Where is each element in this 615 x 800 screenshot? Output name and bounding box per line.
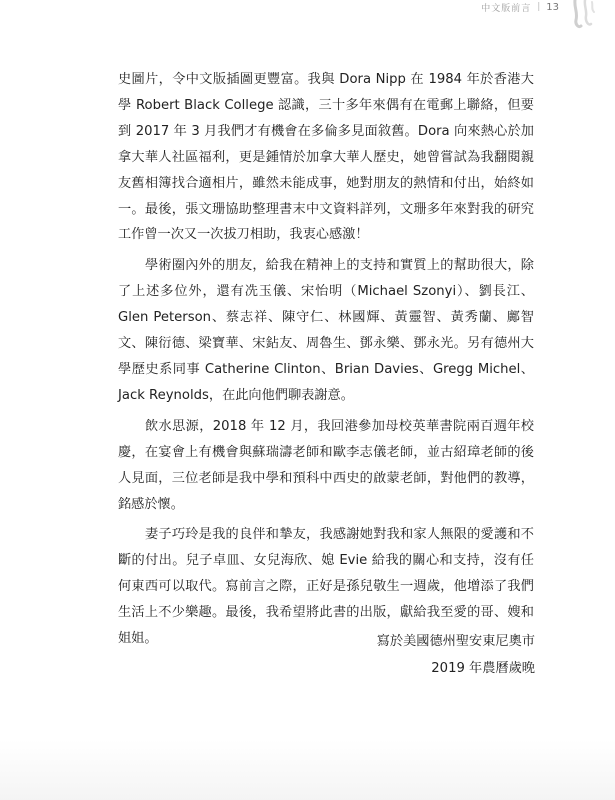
page-bottom-shade [0, 740, 615, 800]
signature-block [377, 628, 535, 682]
running-header [481, 0, 559, 14]
page-number: 13 [546, 1, 559, 13]
header-separator: | [537, 2, 541, 12]
decorative-brush-mark-icon [569, 0, 601, 34]
paragraph-2: 學術圈內外的朋友，給我在精神上的支持和實質上的幫助很大，除了上述多位外，還有冼玉儀、宋怡明（Michael Szonyi）、劉長江、Glen Peterson、蔡志祥、陳守仁、林國輝、黃靈智、黃秀蘭、鄺智文、陳衍德、梁寶華、宋鉆友、周魯生、鄧永樂、鄧永光。另有德州大學歷史系同事 Catherine Clinton、Brian Davies、Gregg Michel、Jack Reynolds，在此向他們聊表謝意。 [118, 258, 534, 403]
signature-place: 寫於美國德州聖安東尼奧市 [376, 634, 535, 649]
signature-date: 2019 年農曆歲晚 [431, 661, 535, 676]
paragraph-3: 飲水思源，2018 年 12 月，我回港參加母校英華書院兩百週年校慶，在宴會上有機會與蘇瑞濤老師和歐李志儀老師，並古紹璋老師的後人見面，三位老師是我中學和預科中西史的啟蒙老師，對他們的教導，銘感於懷。 [118, 418, 534, 512]
paragraph-1: 史圖片，令中文版插圖更豐富。我與 Dora Nipp 在 1984 年於香港大學 Robert Black College 認識，三十多年來偶有在電郵上聯絡，但要到 2017 年 3 月我們才有機會在多倫多見面敘舊。Dora 向來熱心於加拿大華人社區福利，更是鍾情於加拿大華人歷史，她曾嘗試為我翻閱親友舊相簿找合適相片，雖然未能成事，她對朋友的熱情和付出，始終如一。最後，張文珊協助整理書末中文資料詳列，文珊多年來對我的研究工作曾一次又一次拔刀相助，我衷心感激！ [118, 72, 534, 243]
running-header-title: 中文版前言 [481, 3, 532, 14]
paragraph-4: 妻子巧玲是我的良伴和摯友，我感謝她對我和家人無限的愛護和不斷的付出。兒子卓皿、女兒海欣、媳 Evie 給我的關心和支持，沒有任何東西可以取代。寫前言之際，正好是孫兒敬生一週歲，他增添了我們生活上不少樂趣。最後，我希望將此書的出版，獻給我至愛的哥、嫂和姐姐。 [118, 527, 534, 647]
body-text [118, 67, 534, 657]
